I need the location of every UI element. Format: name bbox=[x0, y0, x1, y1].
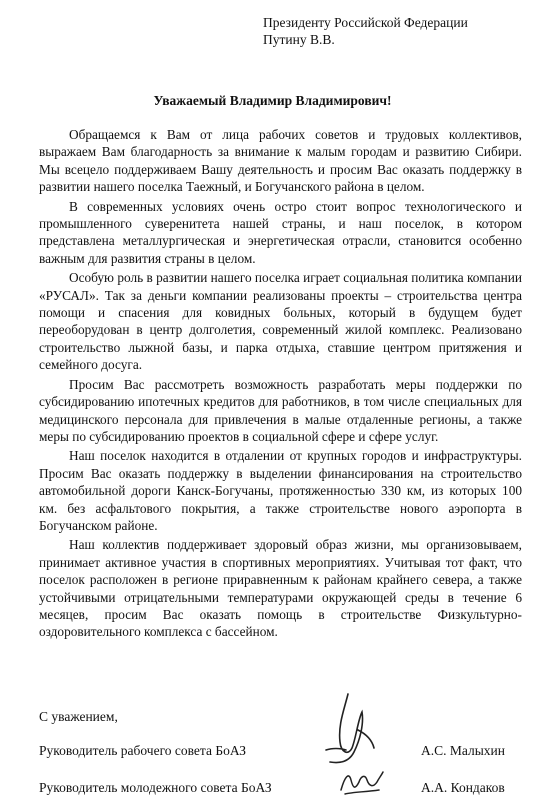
handwritten-signature-2 bbox=[335, 766, 385, 798]
closing-phrase: С уважением, bbox=[39, 709, 118, 724]
paragraph: Особую роль в развитии нашего поселка играет социальная политика компании «РУСАЛ». Так за деньги компании реализованы проекты – строительства центра помощи и спасения для ковидных больных, который в будущем будет переоборудован в центр долголетия, современный жилой комплекс. Реализовано строительство лыжной базы, и парка отдыха, ставшие центром притяжения и семейного досуга. bbox=[39, 270, 522, 373]
salutation: Уважаемый Владимир Владимирович! bbox=[153, 93, 392, 108]
addressee-title: Президенту Российской Федерации bbox=[263, 15, 468, 30]
paragraph: В современных условиях очень остро стоит вопрос технологического и промышленного суверенитета нашей страны, и наш поселок, в котором представлена металлургическая и энергетическая отрасли, становится особенно важным для развития страны в целом. bbox=[39, 198, 522, 266]
letter-body bbox=[39, 126, 522, 643]
paragraph: Наш коллектив поддерживает здоровый образ жизни, мы организовываем, принимает активное участия в спортивных мероприятиях. Учитывая тот факт, что поселок расположен в регионе приравненным к районам крайнего севера, а также устойчивыми отрицательными температурами окружающей среды в течение 6 месяцев, просим Вас оказать помощь в строительстве Физкультурно-оздоровительного комплекса с бассейном. bbox=[39, 537, 522, 640]
paragraph: Обращаемся к Вам от лица рабочих советов и трудовых коллективов, выражаем Вам благодарность за внимание к малым городам и развитию Сибири. Мы всецело поддерживаем Вашу деятельность и просим Вас оказать поддержку в развитии нашего поселка Таежный, и Богучанского района в целом. bbox=[39, 127, 522, 195]
signatory-name: А.С. Малыхин bbox=[421, 743, 505, 758]
signatory-role: Руководитель молодежного совета БоАЗ bbox=[39, 780, 272, 795]
paragraph: Наш поселок находится в отдалении от крупных городов и инфраструктуры. Просим Вас оказать поддержку в выделении финансирования на строительство автомобильной дороги Канск-Богучаны, протяженностью 330 км, из которых 100 км. без асфальтового покрытия, а также строительстве нового аэропорта в Богучанском районе. bbox=[39, 448, 522, 533]
addressee-name: Путину В.В. bbox=[263, 32, 335, 47]
signatory-role: Руководитель рабочего совета БоАЗ bbox=[39, 743, 247, 758]
paragraph: Просим Вас рассмотреть возможность разработать меры поддержки по субсидированию ипотечных кредитов для работников, в том числе специальных для медицинского персонала для привлечения в малые отдаленные регионы, а также меры по субсидированию проектов в социальной сфере и сфере услуг. bbox=[39, 376, 522, 444]
addressee-block bbox=[263, 14, 468, 48]
handwritten-signature-1 bbox=[318, 690, 378, 770]
signatory-name: А.А. Кондаков bbox=[421, 780, 505, 795]
